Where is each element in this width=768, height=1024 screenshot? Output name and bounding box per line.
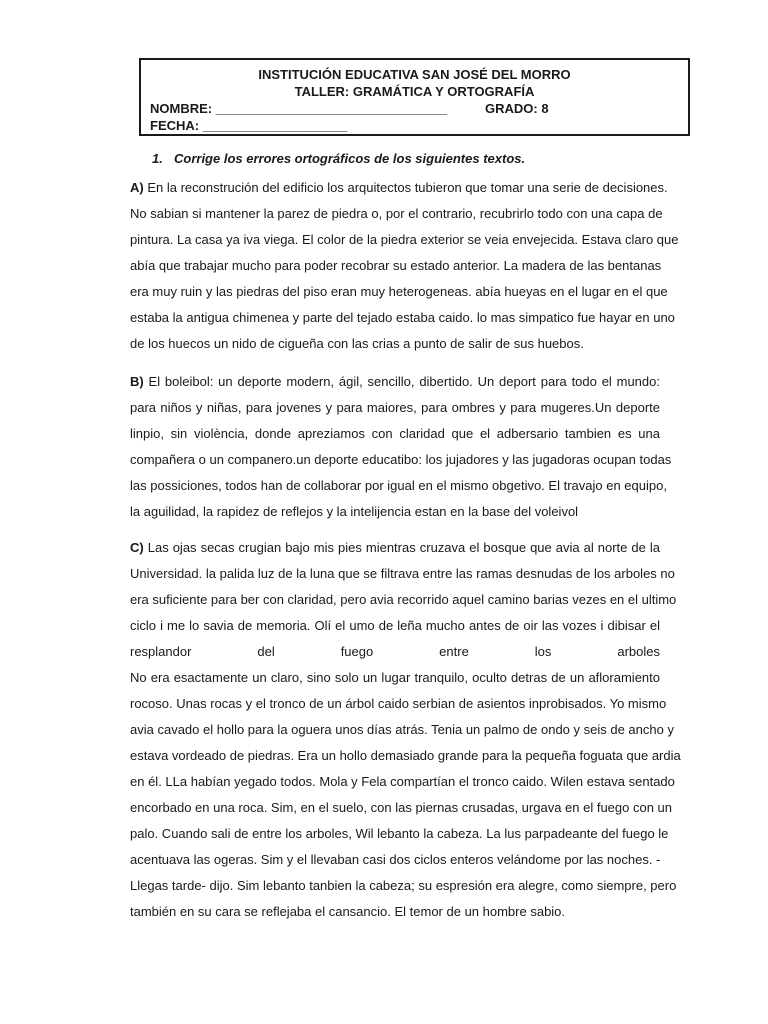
- paragraph-line: linpio, sin violència, donde apreziamos con claridad que el adbersario tambien es una: [130, 426, 660, 441]
- section-label: B): [130, 374, 144, 389]
- paragraph-line: palo. Cuando sali de entre los arboles, Wil lebanto la cabeza. La lus parpadeante del fuego le: [130, 826, 669, 841]
- header-box: [139, 58, 690, 136]
- paragraph-line: No era esactamente un claro, sino solo un lugar tranquilo, oculto detras de un afloramiento: [130, 670, 660, 685]
- paragraph-line: Universidad. la palida luz de la luna que se filtrava entre las ramas desnudas de los arboles no: [130, 566, 675, 581]
- paragraph-line: [130, 369, 660, 395]
- paragraph-line: las possiciones, todos han de collaborar por igual en el mismo obgetivo. El travajo en equipo,: [130, 478, 667, 493]
- paragraph-line: compañera o un companero.un deporte educatibo: los jujadores y las jugadoras ocupan todas: [130, 452, 672, 467]
- instruction-number: 1.: [152, 151, 163, 166]
- name-field: NOMBRE: ________________________________: [150, 101, 448, 116]
- line-text: El boleibol: un deporte modern, ágil, sencillo, dibertido. Un deport para todo el mundo:: [143, 374, 660, 389]
- paragraph-line: [130, 175, 668, 201]
- section-b: [130, 369, 672, 525]
- date-field: FECHA: ____________________: [150, 118, 348, 133]
- paragraph-line: resplandor del fuego entre los arboles: [130, 644, 660, 659]
- instruction: [152, 151, 525, 166]
- institution-title: INSTITUCIÓN EDUCATIVA SAN JOSÉ DEL MORRO: [258, 67, 571, 82]
- paragraph-line: pintura. La casa ya iva viega. El color de la piedra exterior se veia envejecida. Estava claro que: [130, 232, 679, 247]
- paragraph-line: No sabian si mantener la parez de piedra o, por el contrario, recubrirlo todo con una capa de: [130, 206, 663, 221]
- paragraph-line: abía que trabajar mucho para poder recobrar su estado anterior. La madera de las bentanas: [130, 258, 662, 273]
- paragraph-line: ciclo i me lo savia de memoria. Olí el umo de leña mucho antes de oir las vozes i dibisar el: [130, 618, 660, 633]
- instruction-text: Corrige los errores ortográficos de los siguientes textos.: [174, 151, 526, 166]
- paragraph-line: [130, 535, 660, 561]
- paragraph-line: estava vordeado de piedras. Era un hollo demasiado grande para la pequeña foguata que ardia: [130, 748, 681, 763]
- paragraph-line: de los huecos un nido de cigueña con las crias a punto de salir de sus huebos.: [130, 336, 584, 351]
- paragraph-line: la aguilidad, la rapidez de reflejos y la intelijencia estan en la base del voleivol: [130, 504, 579, 519]
- grade-field: GRADO: 8: [485, 101, 549, 116]
- paragraph-line: estaba la antigua chimenea y parte del tejado estaba caido. lo mas simpatico fue hayar en uno: [130, 310, 675, 325]
- section-label: A): [130, 180, 144, 195]
- line-text: En la reconstrución del edificio los arquitectos tubieron que tomar una serie de decisiones.: [143, 180, 668, 195]
- paragraph-line: en él. LLa habían yegado todos. Mola y Fela compartían el tronco caido. Wilen estava sentado: [130, 774, 675, 789]
- paragraph-line: acentuava las ogeras. Sim y el llevaban casi dos ciclos enteros velándome por las noches. -: [130, 852, 661, 867]
- section-label: C): [130, 540, 144, 555]
- paragraph-line: era muy ruin y las piedras del piso eran muy heterogeneas. abía hueyas en el lugar en el que: [130, 284, 668, 299]
- paragraph-line: rocoso. Unas rocas y el tronco de un árbol caido serbian de asientos inprobisados. Yo mismo: [130, 696, 667, 711]
- paragraph-line: encorbado en una roca. Sim, en el suelo, con las piernas crusadas, urgava en el fuego con un: [130, 800, 673, 815]
- section-a: [130, 175, 679, 357]
- paragraph-line: para niños y niñas, para jovenes y para maiores, para ombres y para mugeres.Un deporte: [130, 400, 660, 415]
- paragraph-line: también en su cara se reflejaba el cansancio. El temor de un hombre sabio.: [130, 904, 566, 919]
- paragraph-line: avia cavado el hollo para la oguera unos días atrás. Tenia un palmo de ondo y seis de ancho y: [130, 722, 674, 737]
- paragraph-line: Llegas tarde- dijo. Sim lebanto tanbien la cabeza; su espresión era alegre, como siempre, pero: [130, 878, 677, 893]
- section-c: [130, 535, 681, 925]
- workshop-title: TALLER: GRAMÁTICA Y ORTOGRAFÍA: [294, 84, 535, 99]
- paragraph-line: era suficiente para ber con claridad, pero avia recorrido aquel camino barias vezes en el ultimo: [130, 592, 677, 607]
- line-text: Las ojas secas crugian bajo mis pies mientras cruzava el bosque que avia al norte de la: [143, 540, 660, 555]
